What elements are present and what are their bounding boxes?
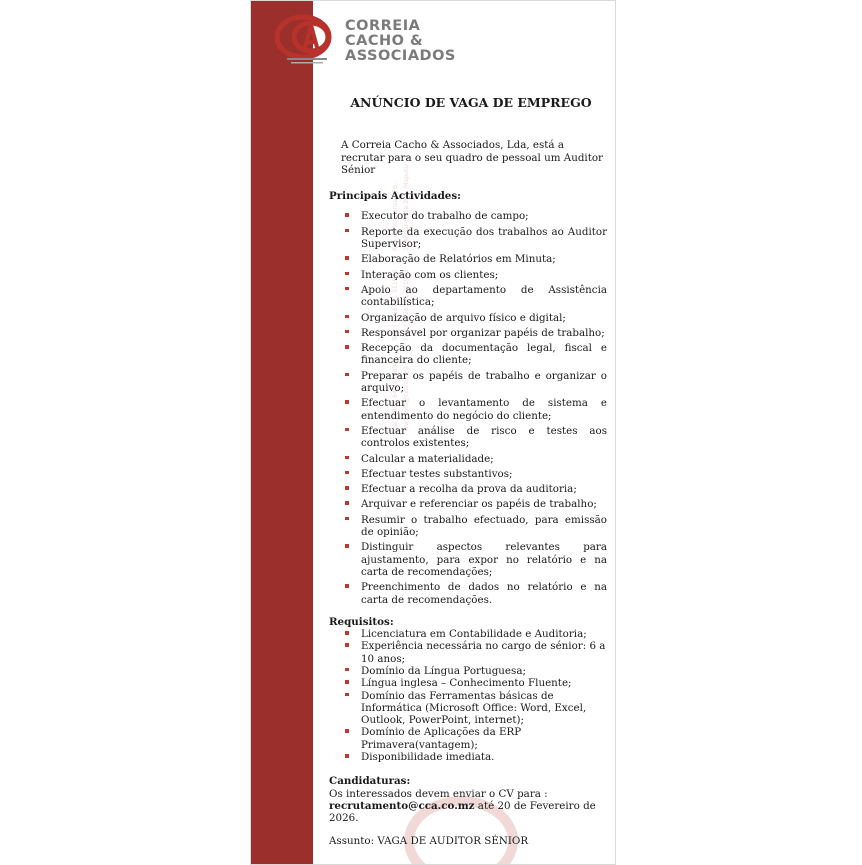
list-item: Efectuar a recolha da prova da auditoria; [345,483,607,495]
list-item: Efectuar análise de risco e testes aos controlos existentes; [345,425,607,450]
list-item: Efectuar testes substantivos; [345,468,607,480]
list-item: Recepção da documentação legal, fiscal e financeira do cliente; [345,342,607,367]
company-logo [273,11,456,67]
bullet-icon [345,471,349,475]
company-name [345,19,456,64]
address-line: 2º Andar Porta 202, Maputo [403,164,410,251]
list-item: Distinguir aspectos relevantes para ajustamento, para expor no relatório e na carta de recomendações; [345,541,607,578]
web-line: www.info@cca.co.mz [403,365,410,431]
bullet-icon [345,501,349,505]
requirements-list [329,628,607,763]
intro-text: A Correia Cacho & Associados, Lda, está a recrutar para o seu quadro de pessoal um Auditor Sénior [341,139,603,176]
bullet-icon [345,584,349,588]
applications-section [329,775,607,846]
bullet-icon [345,315,349,319]
list-item: Preenchimento de dados no relatório e na carta de recomendações. [345,581,607,606]
bullet-icon [345,517,349,521]
bullet-icon [345,229,349,233]
page-title: ANÚNCIO DE VAGA DE EMPREGO [350,95,592,110]
list-item: Reporte da execução dos trabalhos ao Auditor Supervisor; [345,226,607,251]
list-item: Resumir o trabalho efectuado, para emissão de opinião; [345,514,607,539]
fax-line: Fax: (+258) 21 311973 [403,269,410,341]
deadline-text: até 20 de Fevereiro de 2026. [329,799,596,825]
list-item: Domínio das Ferramentas básicas de Informática (Microsoft Office: Word, Excel, Outlook, PowerPoint, internet); [345,690,607,727]
bullet-icon [345,680,349,684]
bullet-icon [345,345,349,349]
list-item: Língua inglesa – Conhecimento Fluente; [345,677,607,689]
company-name-line: CORREIA [345,18,421,34]
company-name-line: CACHO & [345,33,424,49]
list-item: Apoio ao departamento de Assistência contabilística; [345,284,607,309]
list-item: Domínio de Aplicações da ERP Primavera(vantagem); [345,726,607,751]
list-item: Arquivar e referenciar os papéis de trabalho; [345,498,607,510]
bullet-icon [345,668,349,672]
bullet-icon [345,287,349,291]
subject-line: Assunto: VAGA DE AUDITOR SÉNIOR [329,834,529,847]
bullet-icon [345,631,349,635]
job-announcement-page [250,0,616,865]
application-email-line [329,800,607,825]
bullet-icon [345,486,349,490]
list-item: Interação com os clientes; [345,269,607,281]
list-item: Executor do trabalho de campo; [345,210,607,222]
bullet-icon [345,213,349,217]
list-item: Disponibilidade imediata. [345,751,607,763]
list-item: Domínio da Língua Portuguesa; [345,665,607,677]
bullet-icon [345,456,349,460]
bullet-icon [345,330,349,334]
list-item: Elaboração de Relatórios em Minuta; [345,253,607,265]
bullet-icon [345,256,349,260]
bullet-icon [345,272,349,276]
bullet-icon [345,373,349,377]
announcement-body [329,97,607,847]
applications-heading: Candidaturas: [329,775,411,788]
address-line: Rua da Imprensa 256, [392,182,399,251]
bullet-icon [345,729,349,733]
activities-heading: Principais Actividades: [329,190,461,203]
list-item: Calcular a materialidade; [345,453,607,465]
list-item: Preparar os papéis de trabalho e organizar o arquivo; [345,370,607,395]
requirements-heading: Requisitos: [329,615,394,628]
list-item: Organização de arquivo físico e digital; [345,312,607,324]
application-email-link[interactable]: recrutamento@cca.co.mz [329,799,475,812]
phone-line: Telf: (+258) 21 311976 [392,269,399,341]
cca-logo-mark-icon [273,11,341,67]
applications-text: Os interessados devem enviar o CV para : [329,787,548,800]
list-item: Efectuar o levantamento de sistema e entendimento do negócio do cliente; [345,397,607,422]
bullet-icon [345,428,349,432]
company-name-line: ASSOCIADOS [345,48,456,64]
list-item: Experiência necessária no cargo de sénior: 6 a 10 anos; [345,640,607,665]
bullet-icon [345,754,349,758]
bullet-icon [345,693,349,697]
cell-line: Cel: +258 84 3230030 [392,360,399,431]
list-item: Licenciatura em Contabilidade e Auditoria; [345,628,607,640]
bullet-icon [345,643,349,647]
bullet-icon [345,400,349,404]
bullet-icon [345,544,349,548]
list-item: Responsável por organizar papéis de trabalho; [345,327,607,339]
